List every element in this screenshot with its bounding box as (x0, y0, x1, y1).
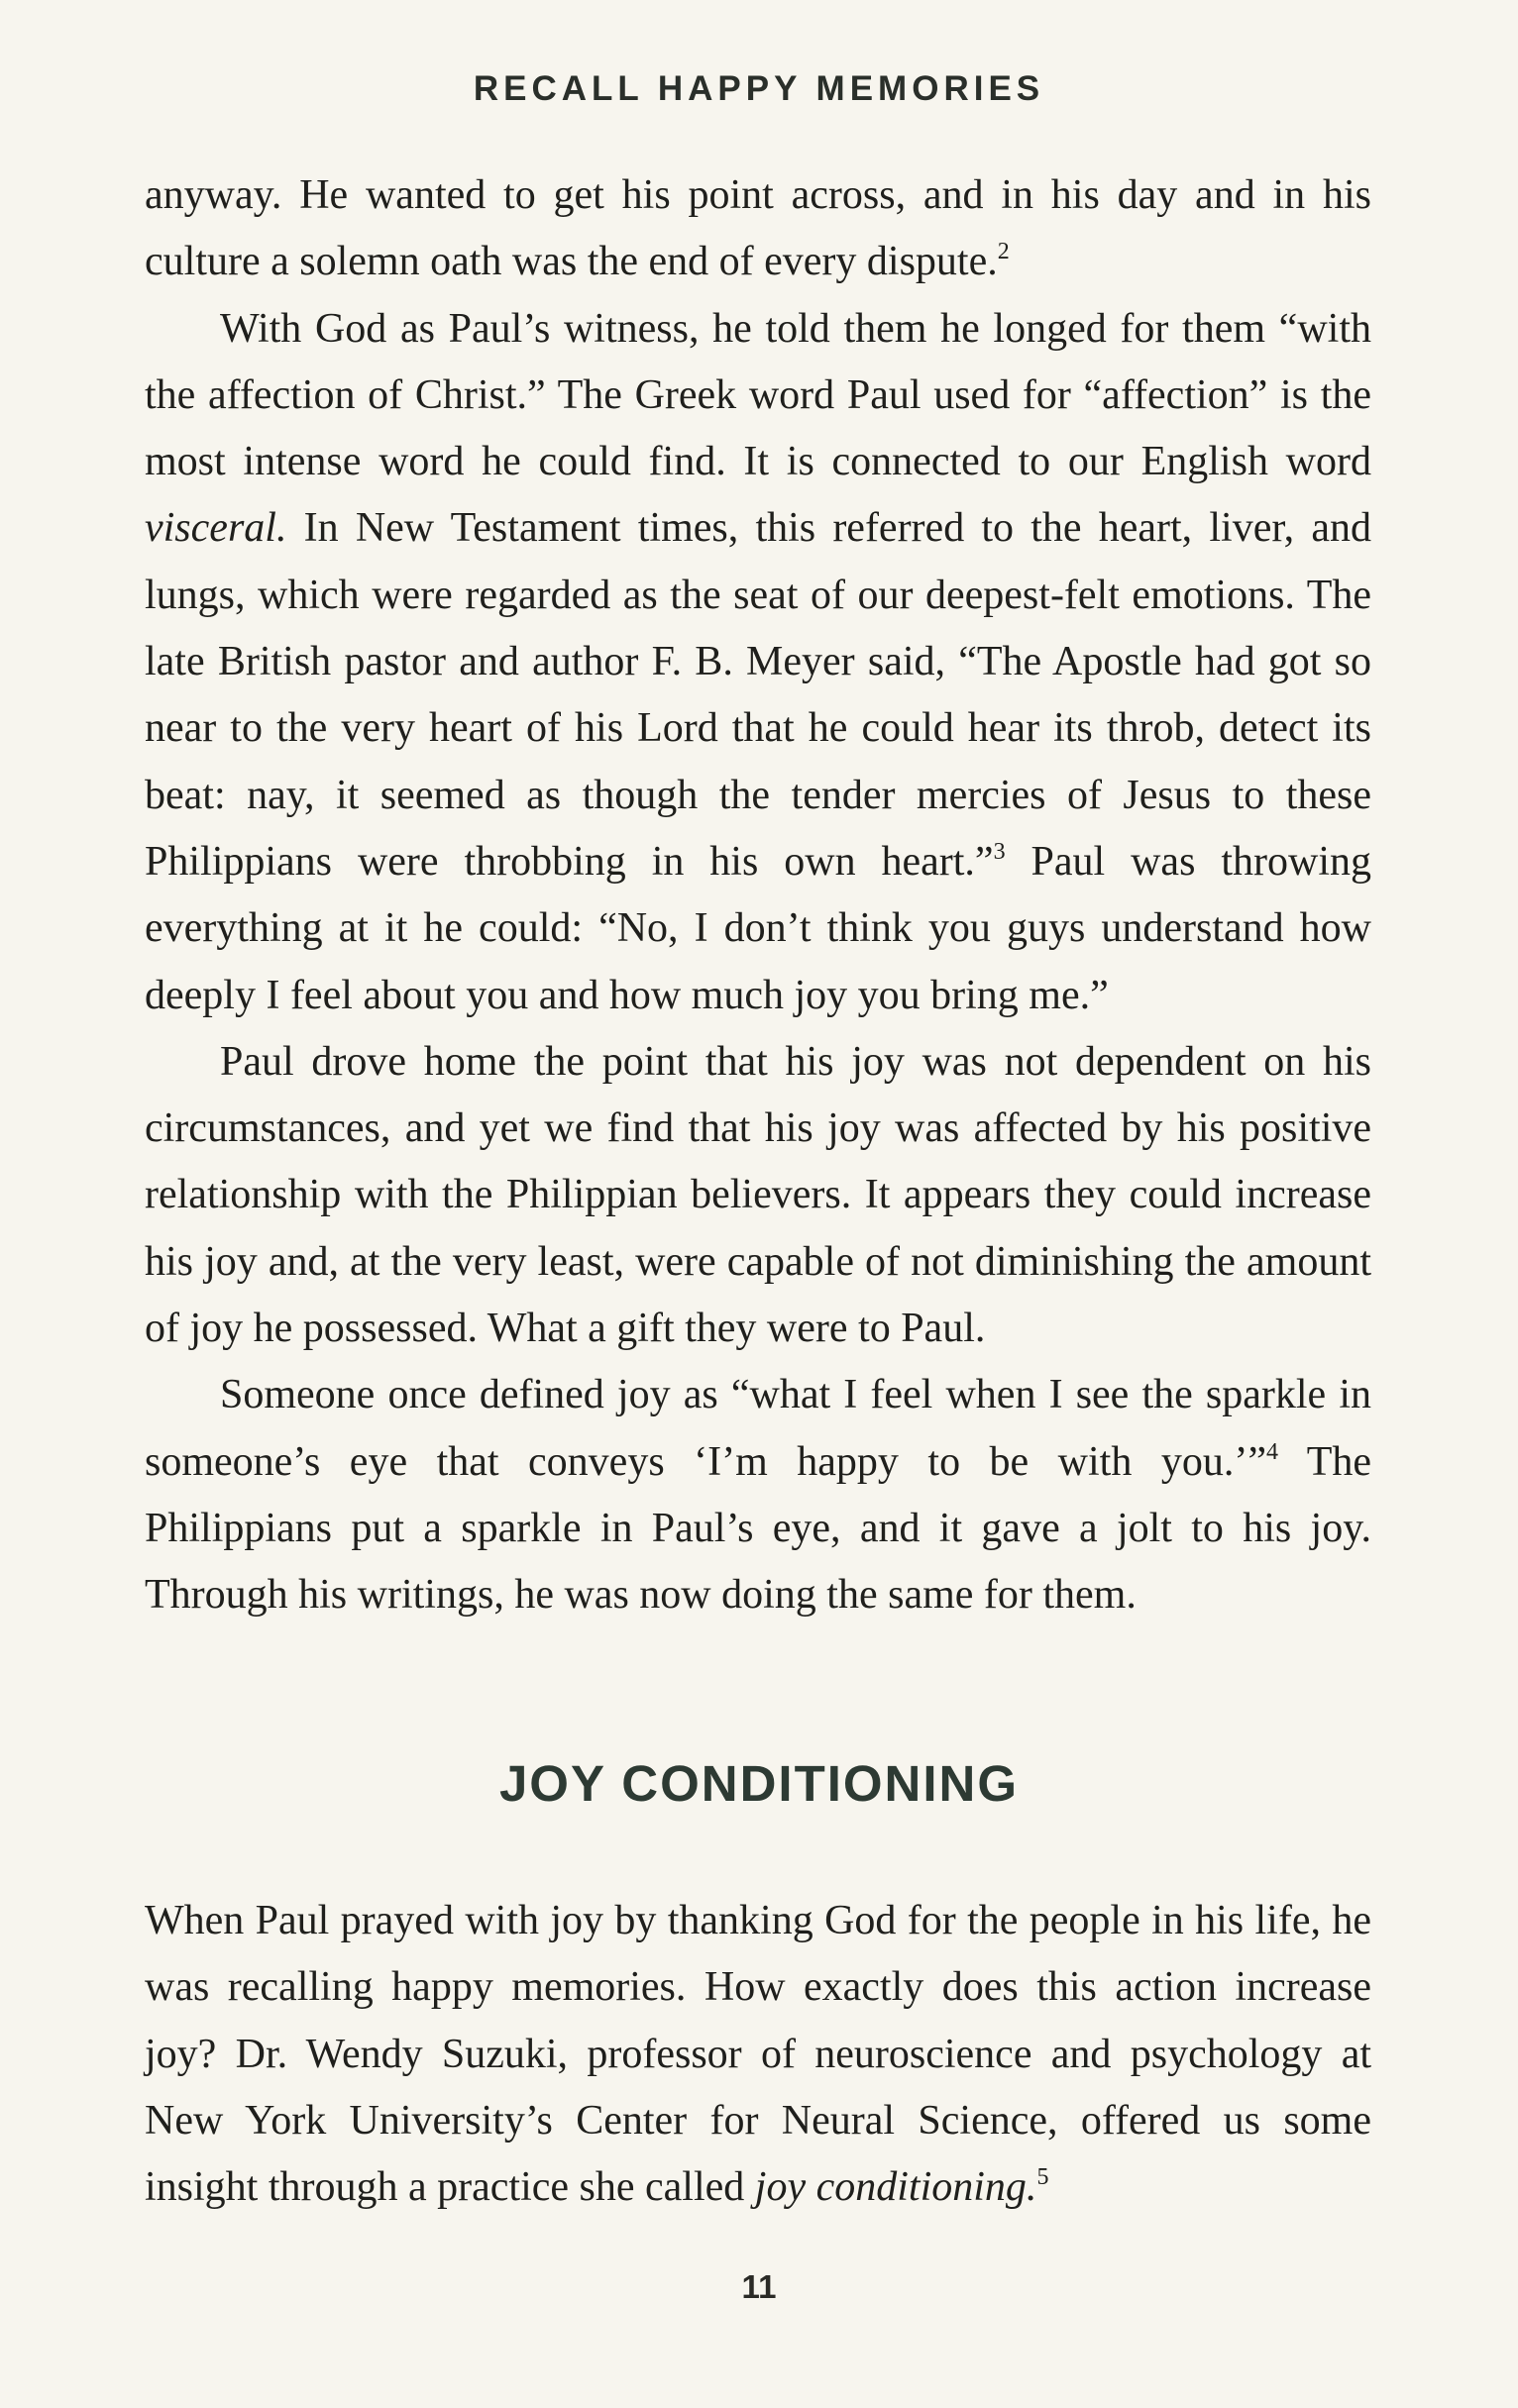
paragraph-2 (145, 296, 1371, 1029)
paragraph-text: With God as Paul’s witness, he told them he longed for them “with the affection of Christ.” The Greek word Paul used for “affection” is the most intense word he could find. It is connected to our English word (145, 305, 1371, 485)
italic-term-visceral: visceral. (145, 505, 287, 552)
paragraph-text: anyway. He wanted to get his point across, and in his day and in his culture a solemn oath was the end of every dispute. (145, 172, 1371, 285)
paragraph-text: Paul was throwing everything at it he could: “No, I don’t think you guys understand how deeply I feel about you and how much joy you bring me.” (145, 838, 1371, 1018)
paragraph-text: When Paul prayed with joy by thanking God for the people in his life, he was recalling happy memories. How exactly does this action increase joy? Dr. Wendy Suzuki, professor of neuroscience and psychology at New York University’s Center for Neural Science, offered us some insight through a practice she called (145, 1898, 1371, 2211)
paragraph-text: Paul drove home the point that his joy was not dependent on his circumstances, and yet we find that his joy was affected by his positive relationship with the Philippian believers. It appears they could increase his joy and, at the very least, were capable of not diminishing the amount of joy he possessed. What a gift they were to Paul. (145, 1038, 1371, 1352)
paragraph-4 (145, 1362, 1371, 1628)
section-body-text (145, 1888, 1371, 2221)
section-paragraph (145, 1888, 1371, 2221)
running-head: RECALL HAPPY MEMORIES (473, 69, 1045, 108)
footnote-ref-3: 3 (993, 838, 1006, 865)
paragraph-3 (145, 1029, 1371, 1362)
body-text (145, 162, 1371, 1629)
paragraph-1 (145, 162, 1371, 296)
page-number: 11 (741, 2268, 777, 2305)
paragraph-text: Someone once defined joy as “what I feel when I see the sparkle in someone’s eye that conveys ‘I’m happy to be with you.’” (145, 1372, 1371, 1485)
footnote-ref-4: 4 (1265, 1438, 1278, 1465)
paragraph-text: In New Testament times, this referred to the heart, liver, and lungs, which were regarded as the seat of our deepest-felt emotions. The late British pastor and author F. B. Meyer said, “The Apostle had got so near to the very heart of his Lord that he could hear its throb, detect its beat: nay, it seemed as though the tender mercies of Jesus to these Philippians were throbbing in his own heart.” (145, 505, 1371, 885)
paragraph-text: The Philippians put a sparkle in Paul’s eye, and it gave a jolt to his joy. Through his writings, he was now doing the same for them. (145, 1438, 1371, 1619)
footnote-ref-5: 5 (1036, 2164, 1049, 2191)
italic-term-joy-conditioning: joy conditioning. (754, 2164, 1037, 2211)
section-heading: JOY CONDITIONING (498, 1755, 1020, 1812)
footnote-ref-2: 2 (997, 239, 1010, 265)
